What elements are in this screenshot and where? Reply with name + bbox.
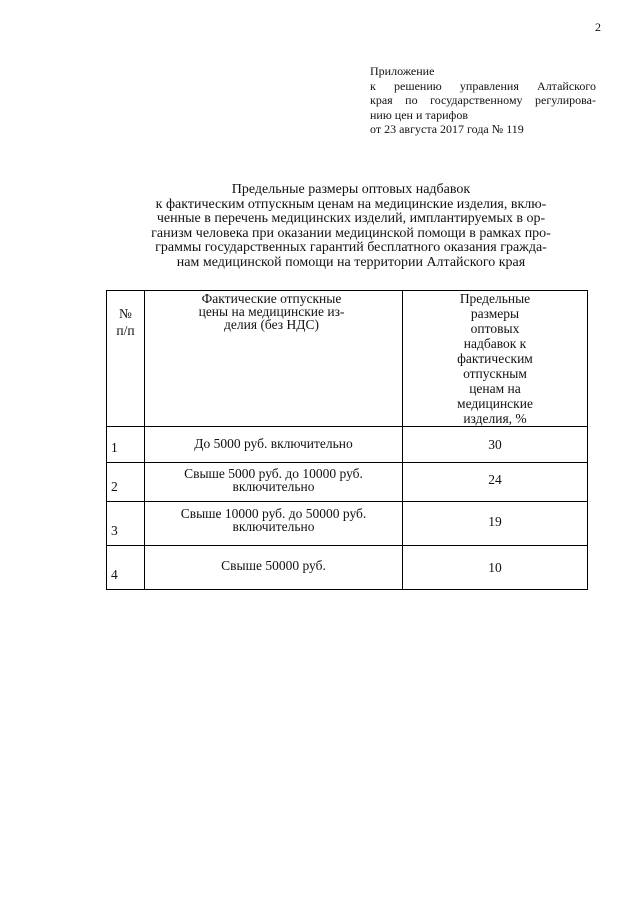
header-text: оптовых bbox=[470, 321, 520, 336]
price-range bbox=[145, 463, 403, 502]
header-text: надбавок к bbox=[463, 336, 527, 351]
header-price bbox=[145, 291, 403, 427]
markup-percent: 30 bbox=[403, 427, 588, 463]
price-range bbox=[145, 546, 403, 590]
row-number: 2 bbox=[107, 463, 145, 502]
row-number: 4 bbox=[107, 546, 145, 590]
header-text: отпускным bbox=[463, 366, 527, 381]
price-range bbox=[145, 427, 403, 463]
price-text: Свыше 10000 руб. до 50000 руб. bbox=[180, 506, 367, 521]
appendix-line: к решению управления Алтайского bbox=[370, 78, 596, 93]
header-text: № bbox=[119, 306, 132, 321]
markup-percent: 10 bbox=[403, 546, 588, 590]
table-row bbox=[107, 427, 588, 463]
header-text: цены на медицинские из- bbox=[198, 304, 345, 319]
table-row bbox=[107, 546, 588, 590]
markup-percent: 19 bbox=[403, 502, 588, 546]
appendix-line: от 23 августа 2017 года № 119 bbox=[370, 122, 524, 136]
header-text: размеры bbox=[470, 306, 520, 321]
header-text: медицинские bbox=[457, 396, 533, 411]
table-row bbox=[107, 502, 588, 546]
title-line: ганизм человека при оказании медицинской помощи в рамках про- bbox=[151, 225, 551, 241]
title-line: ченные в перечень медицинских изделий, имплантируемых в ор- bbox=[156, 211, 546, 227]
header-text: Предельные bbox=[459, 291, 531, 306]
row-number: 3 bbox=[107, 502, 145, 546]
appendix-line: края по государственному регулирова- bbox=[370, 93, 596, 107]
document-title bbox=[128, 183, 574, 271]
header-number bbox=[107, 291, 145, 427]
title-line: к фактическим отпускным ценам на медицинские изделия, вклю- bbox=[155, 196, 547, 212]
header-markup bbox=[403, 291, 588, 427]
markup-percent: 24 bbox=[403, 463, 588, 502]
header-text: делия (без НДС) bbox=[224, 317, 319, 332]
page-number: 2 bbox=[595, 20, 601, 34]
title-line: нам медицинской помощи на территории Алтайского края bbox=[176, 254, 526, 270]
table-header-row bbox=[107, 291, 588, 427]
price-text: До 5000 руб. включительно bbox=[194, 436, 353, 451]
appendix-line: Приложение bbox=[370, 64, 435, 78]
row-number: 1 bbox=[107, 427, 145, 463]
appendix-note bbox=[370, 64, 596, 137]
appendix-line: нию цен и тарифов bbox=[370, 107, 468, 122]
price-text: включительно bbox=[232, 519, 315, 534]
title-line: граммы государственных гарантий бесплатного оказания гражда- bbox=[155, 240, 547, 256]
header-text: фактическим bbox=[457, 351, 533, 366]
title-line: Предельные размеры оптовых надбавок bbox=[231, 182, 471, 197]
markup-table bbox=[106, 290, 588, 590]
header-text: ценам на bbox=[469, 381, 521, 396]
price-text: Свыше 50000 руб. bbox=[221, 558, 326, 573]
header-text: Фактические отпускные bbox=[201, 291, 342, 306]
header-text: п/п bbox=[116, 323, 135, 338]
price-range bbox=[145, 502, 403, 546]
header-text: изделия, % bbox=[463, 411, 527, 426]
price-text: Свыше 5000 руб. до 10000 руб. bbox=[184, 466, 363, 481]
price-text: включительно bbox=[232, 479, 315, 494]
table-row bbox=[107, 463, 588, 502]
